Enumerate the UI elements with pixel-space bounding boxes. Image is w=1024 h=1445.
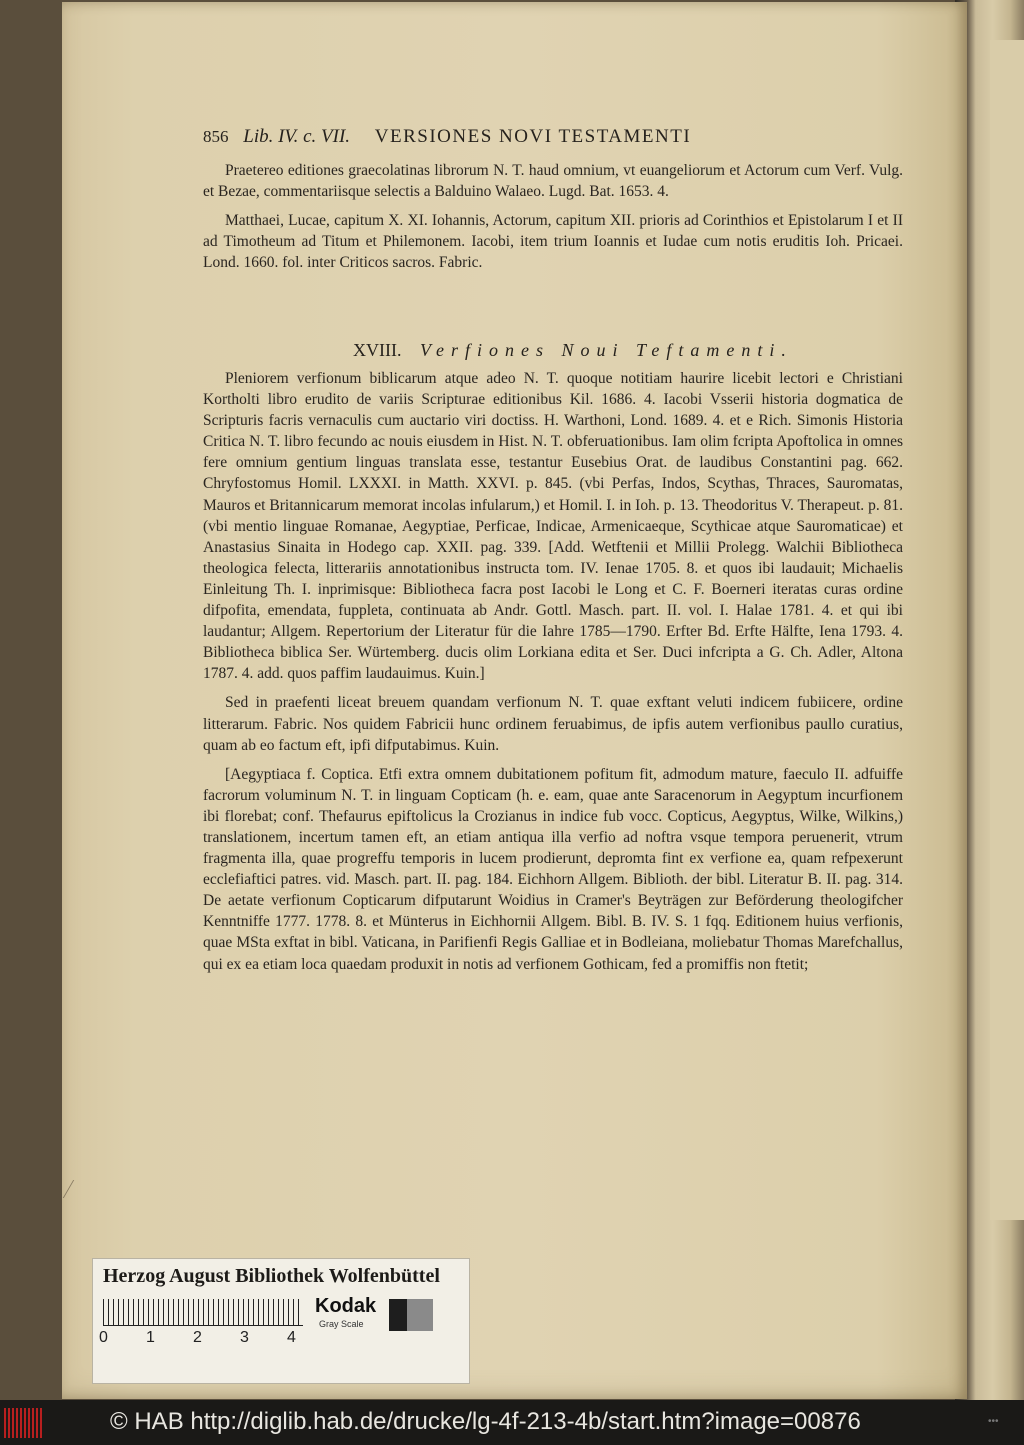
paragraph: Praetereo editiones graecolatinas librorum N. T. haud omnium, vt euangeliorum et Actorum cum Verf. Vulg. et Bezae, commentariisque selectis a Balduino Walaeo. Lugd. Bat. 1653. 4. [203, 162, 903, 201]
paragraph: Pleniorem verfionum biblicarum atque adeo N. T. quoque notitiam haurire licebit lectori e Christiani Kortholti libro erudito de variis Scripturae editionibus Kil. 1686. 4. Iacobi Vsserii historia dogmatica de Scripturis facris vernaculis cum auctario viri doctiss. H. Warthoni, Lond. 1689. 4. et e Rich. Simonis Historia Critica N. T. libro fecundo ac nouis eiusdem in Hist. N. T. obferuationibus. Iam olim fcripta Apoftolica in omnes fere omnium gentium linguas translata esse, testantur Eusebius Orat. de laudibus Constantini pag. 662. Chryfostomus Homil. LXXXI. in Matth. XXVI. p. 845. (vbi Perfas, Indos, Scythas, Thraces, Sauromatas, Mauros et Britannicarum memorat incolas infularum,) et Homil. I. in Ioh. p. 13. Theodoritus V. Therapeut. p. 81. (vbi mentio linguae Romanae, Aegyptiae, Perficae, Indicae, Armenicaeque, Scythicae atque Sauromaticae) et Anastasius Sinaita in Hodego cap. XXII. pag. 339. [Add. Wetftenii et Millii Prolegg. Walchii Bibliotheca theologica felecta, litterariis annotationibus instructa tom. IV. Ienae 1705. 8. et quos ibi laudauit; Michaelis Einleitung Th. I. inprimisque: Bibliotheca facra post Iacobi le Long et C. F. Boerneri iteratas curas ordine difpofita, emendata, fuppleta, continuata ab Andr. Gottl. Masch. part. II. vol. I. Halae 1781. 4. et qui ibi laudantur; Allgem. Repertorium der Literatur für die Iahre 1785—1790. Erfter Bd. Erfte Hälfte, Iena 1793. 4. Bibliotheca biblica Ser. Würtemberg. ducis olim Lorkiana edita et Ser. Duci infcripta a G. Ch. Adler, Altona 1787. 4. add. quos paffim laudauimus. Kuin.] [203, 370, 903, 683]
grayscale-label: Gray Scale [319, 1319, 364, 1329]
running-head [203, 126, 903, 154]
hab-logo-icon[interactable] [4, 1408, 44, 1438]
card-title: Herzog August Bibliothek Wolfenbüttel [103, 1265, 440, 1287]
adjacent-page [990, 40, 1024, 1220]
book-reference: Lib. IV. c. VII. [243, 126, 351, 147]
gray-swatch-dark [389, 1299, 407, 1331]
menu-dots-icon[interactable]: ••• [988, 1416, 999, 1427]
ruler-label: 3 [240, 1329, 249, 1346]
library-color-card [92, 1258, 470, 1384]
ruler-label: 4 [287, 1329, 296, 1346]
ruler-scale [103, 1299, 303, 1326]
paragraph: Sed in praefenti liceat breuem quandam verfionum N. T. quae exftant veluti indicem fubiicere, ordine litterarum. Fabric. Nos quidem Fabricii hunc ordinem feruabimus, de ipfis autem verfionibus paullo curatius, quam ab eo factum eft, ipfi difputabimus. Kuin. [203, 694, 903, 754]
ruler-label: 1 [146, 1329, 155, 1346]
copyright-link[interactable]: © HAB http://diglib.hab.de/drucke/lg-4f-213-4b/start.htm?image=00876 [110, 1408, 861, 1435]
ruler-label: 0 [99, 1329, 108, 1346]
gray-swatch-mid [407, 1299, 433, 1331]
page-number: 856 [203, 127, 229, 146]
paragraph: [Aegyptiaca f. Coptica. Etfi extra omnem dubitationem pofitum fit, admodum mature, faeculo II. adfuiffe facrorum voluminum N. T. in linguam Copticam (h. e. eam, quae ante Saracenorum in Aegyptum incurfionem ibi florebat; conf. Thefaurus epiftolicus la Crozianus in indice fub vocc. Copticus, Aegyptus, Wilke, Wilkins,) translationem, incertum tamen eft, an etiam antiqua illa verfio ad noftra vsque tempora peruenerit, vtrum fragmenta illa, quae progreffu temporis in lucem prodierunt, depromta fint ex verfione ea, quam refpexerunt ecclefiaftici patres. vid. Masch. part. II. pag. 184. Eichhorn Allgem. Biblioth. der bibl. Literatur B. II. pag. 314. De aetate verfionum Copticarum difputarunt Woidius in Cramer's Beyträgen zur Beförderung theologifcher Kenntniffe 1777. 1778. 8. et Münterus in Eichhornii Allgem. Bibl. B. IV. S. 1 fqq. Editionem huius verfionis, quae MSta exftat in bibl. Vaticana, in Parifienfi Regis Galliae et in Bodleiana, moliebatur Thomas Marefchallus, qui ex ea etiam loca quaedam produxit in notis ad verfionem Gothicam, fed a promiffis non ftetit; [203, 765, 903, 973]
kodak-logo: Kodak [315, 1295, 377, 1317]
section-heading [353, 340, 793, 361]
paragraph: Matthaei, Lucae, capitum X. XI. Iohannis, Actorum, capitum XII. prioris ad Corinthios et Epistolarum I et II ad Timotheum ad Titum et Philemonem. Iacobi, item trium Ioannis et Iudae cum notis eruditis Ioh. Pricaei. Lond. 1660. fol. inter Criticos sacros. Fabric. [203, 212, 903, 272]
section-number: XVIII. [353, 340, 402, 360]
section-title: Verfiones Noui Teftamenti. [419, 340, 793, 360]
running-title: VERSIONES NOVI TESTAMENTI [374, 126, 692, 147]
main-text-block [203, 368, 903, 983]
top-text-block [203, 160, 903, 281]
ruler-label: 2 [193, 1329, 202, 1346]
footer-bar [0, 1400, 1024, 1445]
